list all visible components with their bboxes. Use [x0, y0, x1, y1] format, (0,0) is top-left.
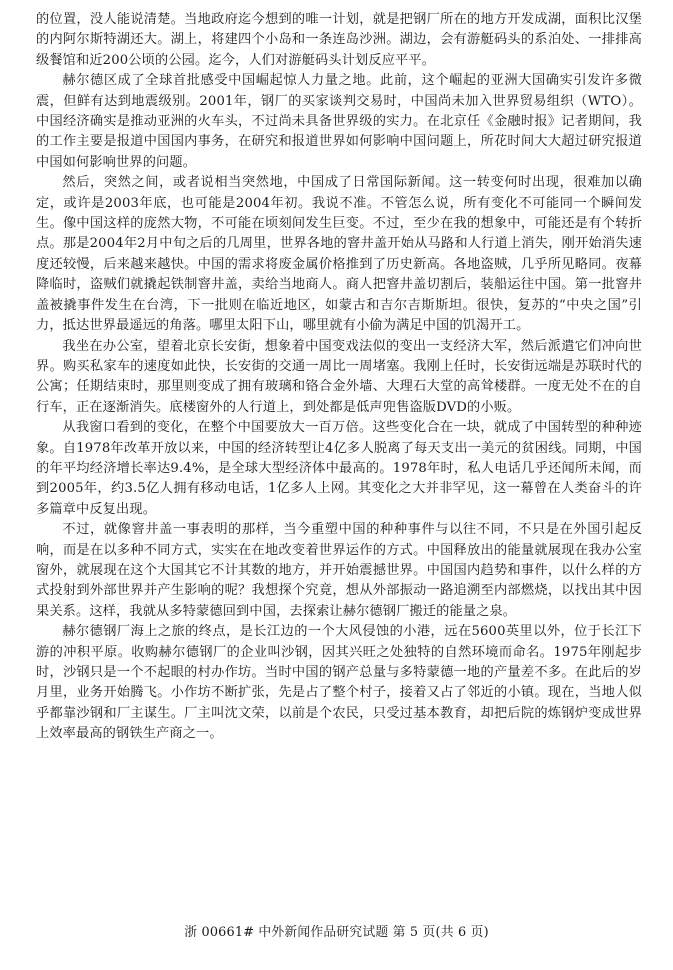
document-page: [36, 10, 642, 745]
paragraph-4: 我坐在办公室，望着北京长安街，想象着中国变戏法似的变出一支经济大军，然后派遣它们冲向世界。购买私家车的速度如此快，长安街的交通一周比一周堵塞。我刚上任时，长安街远端是苏联时代的公寓；任期结束时，那里则变成了拥有玻璃和铬合金外墙、大理石大堂的高耸楼群。一度无处不在的自行车，正在逐渐消失。底楼窗外的人行道上，到处都是低声兜售盗版DVD的小贩。: [36, 338, 642, 415]
paragraph-5: 从我窗口看到的变化，在整个中国要放大一百万倍。这些变化合在一块，就成了中国转型的种种迹象。自1978年改革开放以来，中国的经济转型让4亿多人脱离了每天支出一美元的贫困线。同期，中国的年平均经济增长率达9.4%，是全球大型经济体中最高的。1978年时，私人电话几乎还闻所未闻，而到2005年，约3.5亿人拥有移动电话，1亿多人上网。其变化之大并非罕见，这一幕曾在人类奋斗的许多篇章中反复出现。: [36, 420, 642, 517]
paragraph-3: 然后，突然之间，或者说相当突然地，中国成了日常国际新闻。这一转变何时出现，很难加以确定，或许是2003年底，也可能是2004年初。我说不准。不管怎么说，所有变化不可能同一个瞬间发生。像中国这样的庞然大物，不可能在顷刻间发生巨变。不过，至少在我的想象中，可能还是有个转折点。那是2004年2月中旬之后的几周里，世界各地的窨井盖开始从马路和人行道上消失，刚开始消失速度还较慢，后来越来越快。中国的需求将废金属价格推到了历史新高。各地盗贼，几乎所见略同。夜幕降临时，盗贼们就撬起铁制窨井盖，卖给当地商人。商人把窨井盖切割后，装船运往中国。第一批窨井盖被撬事件发生在台湾，下一批则在临近地区，如蒙古和吉尔吉斯斯坦。很快，复苏的“中央之国”引力，抵达世界最遥远的角落。哪里太阳下山，哪里就有小偷为满足中国的饥渴开工。: [36, 175, 642, 334]
paragraph-2: 赫尔德区成了全球首批感受中国崛起惊人力量之地。此前，这个崛起的亚洲大国确实引发许多微震，但鲜有达到地震级别。2001年，钢厂的买家谈判交易时，中国尚未加入世界贸易组织（WTO）。中国经济确实是推动亚洲的火车头，不过尚未具备世界级的实力。在北京任《金融时报》记者期间，我的工作主要是报道中国国内事务，在研究和报道世界如何影响中国问题上，所花时间大大超过研究报道中国如何影响世界的问题。: [36, 73, 642, 170]
page-footer: 浙 00661# 中外新闻作品研究试题 第 5 页(共 6 页): [184, 925, 489, 940]
paragraph-1: 的位置，没人能说清楚。当地政府迄今想到的唯一计划，就是把钢厂所在的地方开发成湖，面积比汉堡的内阿尔斯特湖还大。湖上，将建四个小岛和一条连岛沙洲。湖边，会有游艇码头的系泊处、一排排高级餐馆和近200公顷的公园。迄今，人们对游艇码头计划反应平平。: [36, 12, 642, 68]
paragraph-7: 赫尔德钢厂海上之旅的终点，是长江边的一个大风侵蚀的小港，远在5600英里以外，位于长江下游的冲积平原。收购赫尔德钢厂的企业叫沙钢，因其兴旺之处独特的自然环境而命名。1975年刚起步时，沙钢只是一个不起眼的村办作坊。当时中国的钢产总量与多特蒙德一地的产量差不多。在此后的岁月里，业务开始腾飞。小作坊不断扩张，先是占了整个村子，接着又占了邻近的小镇。现在，当地人似乎都靠沙钢和厂主谋生。厂主叫沈文荣，以前是个农民，只受过基本教育，却把后院的炼钢炉变成世界上效率最高的钢铁生产商之一。: [36, 624, 642, 742]
paragraph-6: 不过，就像窨井盖一事表明的那样，当今重塑中国的种种事件与以往不同，不只是在外国引起反响，而是在以多种不同方式，实实在在地改变着世界运作的方式。中国释放出的能量就展现在我办公室窗外，就展现在这个大国其它不计其数的地方，并开始震撼世界。中国国内趋势和事件，以什么样的方式投射到外部世界并产生影响的呢？我想探个究竟，想从外部振动一路追溯至内部燃烧，以找出其中因果关系。这样，我就从多特蒙德回到中国，去探索让赫尔德钢厂搬迁的能量之泉。: [36, 522, 642, 619]
